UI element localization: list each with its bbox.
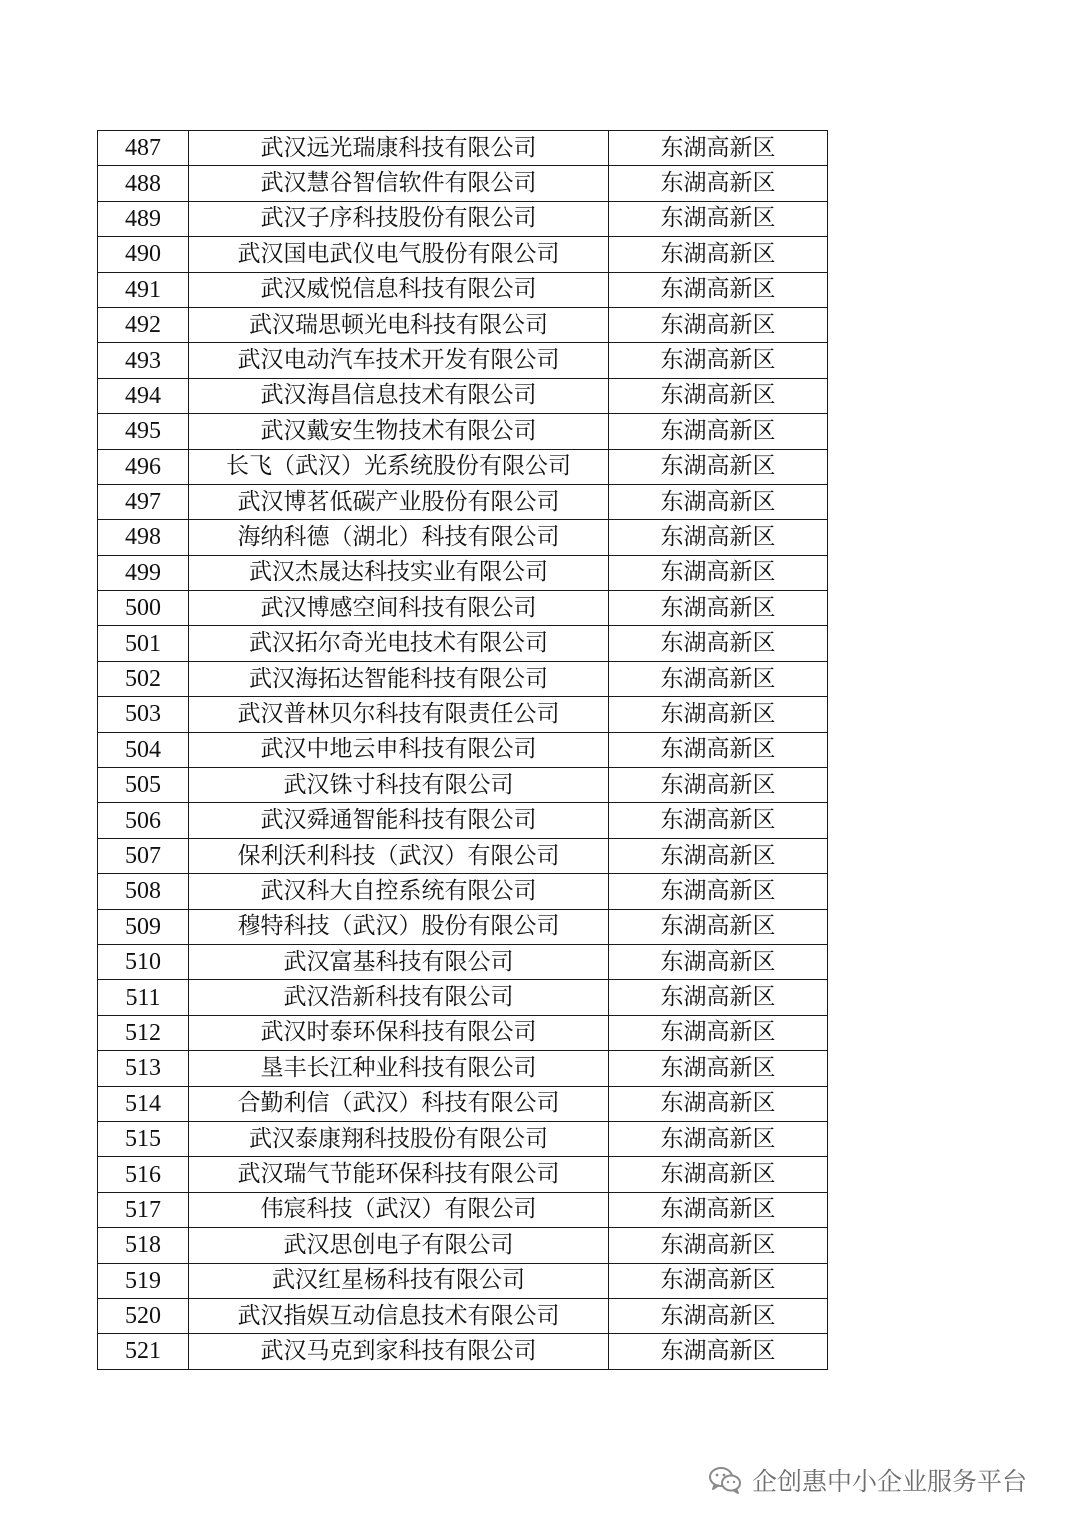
table-row [98, 661, 828, 696]
table-row [98, 1157, 828, 1192]
district-name: 东湖高新区 [609, 484, 828, 519]
row-number: 491 [98, 272, 189, 307]
district-name: 东湖高新区 [609, 1192, 828, 1227]
district-name: 东湖高新区 [609, 944, 828, 979]
company-list-table [97, 130, 828, 1370]
table-row [98, 1228, 828, 1263]
wechat-icon [708, 1465, 742, 1495]
row-number: 520 [98, 1298, 189, 1333]
district-name: 东湖高新区 [609, 732, 828, 767]
district-name: 东湖高新区 [609, 414, 828, 449]
row-number: 500 [98, 591, 189, 626]
row-number: 516 [98, 1157, 189, 1192]
table-row [98, 484, 828, 519]
district-name: 东湖高新区 [609, 591, 828, 626]
district-name: 东湖高新区 [609, 909, 828, 944]
company-name: 武汉瑞思顿光电科技有限公司 [189, 307, 609, 342]
table-row [98, 626, 828, 661]
company-name: 武汉时泰环保科技有限公司 [189, 1015, 609, 1050]
district-name: 东湖高新区 [609, 661, 828, 696]
watermark-text: 企创惠中小企业服务平台 [752, 1467, 1028, 1496]
company-name: 穆特科技（武汉）股份有限公司 [189, 909, 609, 944]
row-number: 521 [98, 1334, 189, 1369]
company-name: 保利沃利科技（武汉）有限公司 [189, 838, 609, 873]
table-row [98, 1263, 828, 1298]
company-name: 武汉科大自控系统有限公司 [189, 874, 609, 909]
watermark [708, 1460, 1027, 1500]
district-name: 东湖高新区 [609, 237, 828, 272]
table-row [98, 1051, 828, 1086]
table-row [98, 697, 828, 732]
company-name: 武汉泰康翔科技股份有限公司 [189, 1121, 609, 1156]
district-name: 东湖高新区 [609, 449, 828, 484]
company-name: 武汉戴安生物技术有限公司 [189, 414, 609, 449]
table-row [98, 201, 828, 236]
district-name: 东湖高新区 [609, 697, 828, 732]
company-name: 武汉慧谷智信软件有限公司 [189, 166, 609, 201]
table-row [98, 1334, 828, 1369]
company-name: 武汉子序科技股份有限公司 [189, 201, 609, 236]
row-number: 504 [98, 732, 189, 767]
company-name: 武汉拓尔奇光电技术有限公司 [189, 626, 609, 661]
company-name: 武汉马克到家科技有限公司 [189, 1334, 609, 1369]
row-number: 492 [98, 307, 189, 342]
company-name: 武汉海拓达智能科技有限公司 [189, 661, 609, 696]
district-name: 东湖高新区 [609, 768, 828, 803]
table-row [98, 272, 828, 307]
table-row [98, 131, 828, 166]
company-name: 武汉电动汽车技术开发有限公司 [189, 343, 609, 378]
row-number: 512 [98, 1015, 189, 1050]
row-number: 487 [98, 131, 189, 166]
company-name: 合勤利信（武汉）科技有限公司 [189, 1086, 609, 1121]
table-row [98, 1121, 828, 1156]
table-row [98, 449, 828, 484]
company-name: 武汉铢寸科技有限公司 [189, 768, 609, 803]
table-row [98, 1298, 828, 1333]
company-name: 垦丰长江种业科技有限公司 [189, 1051, 609, 1086]
district-name: 东湖高新区 [609, 1121, 828, 1156]
district-name: 东湖高新区 [609, 980, 828, 1015]
company-name: 武汉红星杨科技有限公司 [189, 1263, 609, 1298]
district-name: 东湖高新区 [609, 1157, 828, 1192]
table-row [98, 944, 828, 979]
district-name: 东湖高新区 [609, 555, 828, 590]
district-name: 东湖高新区 [609, 626, 828, 661]
row-number: 506 [98, 803, 189, 838]
table-row [98, 838, 828, 873]
table-row [98, 378, 828, 413]
table-row [98, 1086, 828, 1121]
table-row [98, 980, 828, 1015]
district-name: 东湖高新区 [609, 131, 828, 166]
company-name: 武汉海昌信息技术有限公司 [189, 378, 609, 413]
district-name: 东湖高新区 [609, 1228, 828, 1263]
row-number: 505 [98, 768, 189, 803]
company-name: 武汉思创电子有限公司 [189, 1228, 609, 1263]
district-name: 东湖高新区 [609, 343, 828, 378]
row-number: 502 [98, 661, 189, 696]
district-name: 东湖高新区 [609, 1015, 828, 1050]
district-name: 东湖高新区 [609, 201, 828, 236]
row-number: 488 [98, 166, 189, 201]
company-name: 武汉中地云申科技有限公司 [189, 732, 609, 767]
company-name: 武汉舜通智能科技有限公司 [189, 803, 609, 838]
company-name: 武汉威悦信息科技有限公司 [189, 272, 609, 307]
district-name: 东湖高新区 [609, 1051, 828, 1086]
row-number: 517 [98, 1192, 189, 1227]
table-row [98, 732, 828, 767]
table-row [98, 555, 828, 590]
row-number: 508 [98, 874, 189, 909]
row-number: 518 [98, 1228, 189, 1263]
table-row [98, 237, 828, 272]
district-name: 东湖高新区 [609, 1334, 828, 1369]
row-number: 494 [98, 378, 189, 413]
table-row [98, 1192, 828, 1227]
row-number: 509 [98, 909, 189, 944]
district-name: 东湖高新区 [609, 166, 828, 201]
table-row [98, 768, 828, 803]
district-name: 东湖高新区 [609, 1263, 828, 1298]
table-row [98, 343, 828, 378]
company-name: 武汉杰晟达科技实业有限公司 [189, 555, 609, 590]
district-name: 东湖高新区 [609, 378, 828, 413]
table-row [98, 803, 828, 838]
company-name: 武汉浩新科技有限公司 [189, 980, 609, 1015]
company-name: 伟宸科技（武汉）有限公司 [189, 1192, 609, 1227]
row-number: 497 [98, 484, 189, 519]
table-row [98, 414, 828, 449]
company-name: 武汉富基科技有限公司 [189, 944, 609, 979]
company-name: 长飞（武汉）光系统股份有限公司 [189, 449, 609, 484]
district-name: 东湖高新区 [609, 1086, 828, 1121]
row-number: 499 [98, 555, 189, 590]
district-name: 东湖高新区 [609, 307, 828, 342]
row-number: 515 [98, 1121, 189, 1156]
row-number: 489 [98, 201, 189, 236]
row-number: 501 [98, 626, 189, 661]
row-number: 519 [98, 1263, 189, 1298]
company-name: 武汉瑞气节能环保科技有限公司 [189, 1157, 609, 1192]
table-body [98, 131, 828, 1370]
company-name: 武汉远光瑞康科技有限公司 [189, 131, 609, 166]
row-number: 510 [98, 944, 189, 979]
district-name: 东湖高新区 [609, 803, 828, 838]
row-number: 514 [98, 1086, 189, 1121]
company-name: 武汉普林贝尔科技有限责任公司 [189, 697, 609, 732]
district-name: 东湖高新区 [609, 520, 828, 555]
company-name: 武汉博茗低碳产业股份有限公司 [189, 484, 609, 519]
district-name: 东湖高新区 [609, 272, 828, 307]
table-row [98, 591, 828, 626]
row-number: 496 [98, 449, 189, 484]
row-number: 513 [98, 1051, 189, 1086]
table-row [98, 520, 828, 555]
company-name: 海纳科德（湖北）科技有限公司 [189, 520, 609, 555]
row-number: 503 [98, 697, 189, 732]
row-number: 493 [98, 343, 189, 378]
row-number: 495 [98, 414, 189, 449]
company-name: 武汉指娱互动信息技术有限公司 [189, 1298, 609, 1333]
row-number: 490 [98, 237, 189, 272]
table-row [98, 166, 828, 201]
row-number: 507 [98, 838, 189, 873]
company-name: 武汉国电武仪电气股份有限公司 [189, 237, 609, 272]
district-name: 东湖高新区 [609, 874, 828, 909]
table-row [98, 307, 828, 342]
table-row [98, 909, 828, 944]
row-number: 498 [98, 520, 189, 555]
table-row [98, 1015, 828, 1050]
row-number: 511 [98, 980, 189, 1015]
company-name: 武汉博感空间科技有限公司 [189, 591, 609, 626]
district-name: 东湖高新区 [609, 838, 828, 873]
district-name: 东湖高新区 [609, 1298, 828, 1333]
table-row [98, 874, 828, 909]
